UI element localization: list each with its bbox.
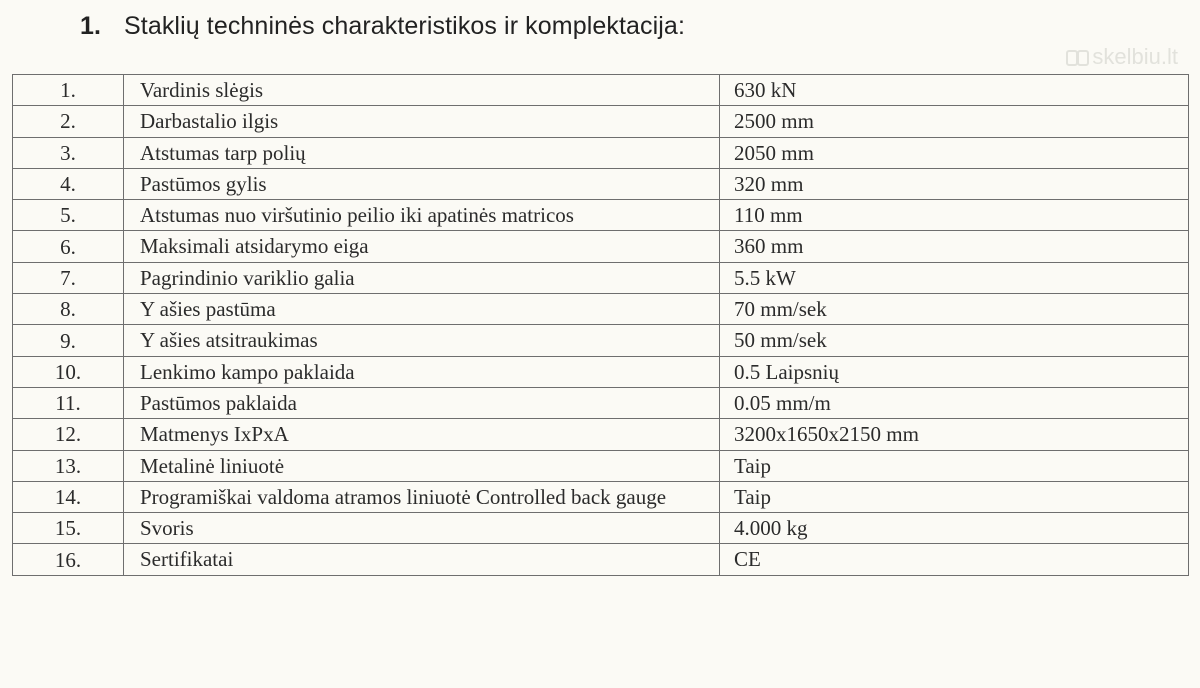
row-parameter: Programiškai valdoma atramos liniuotė Controlled back gauge <box>124 481 720 512</box>
row-value: 70 mm/sek <box>720 294 1189 325</box>
row-number: 8. <box>13 294 124 325</box>
row-number: 2. <box>13 106 124 137</box>
table-row <box>13 75 1189 106</box>
skelbiu-logo-icon <box>1066 48 1088 66</box>
table-row <box>13 419 1189 450</box>
row-parameter: Matmenys IxPxA <box>124 419 720 450</box>
table-row <box>13 356 1189 387</box>
table-row <box>13 262 1189 293</box>
row-number: 4. <box>13 168 124 199</box>
table-row <box>13 137 1189 168</box>
row-parameter: Vardinis slėgis <box>124 75 720 106</box>
row-number: 14. <box>13 481 124 512</box>
row-parameter: Metalinė liniuotė <box>124 450 720 481</box>
row-value: 2050 mm <box>720 137 1189 168</box>
row-value: 5.5 kW <box>720 262 1189 293</box>
row-number: 11. <box>13 387 124 418</box>
row-parameter: Y ašies atsitraukimas <box>124 325 720 356</box>
row-value: CE <box>720 544 1189 575</box>
spec-table <box>12 74 1189 576</box>
row-parameter: Svoris <box>124 513 720 544</box>
watermark <box>1066 44 1178 70</box>
row-value: 110 mm <box>720 200 1189 231</box>
row-number: 5. <box>13 200 124 231</box>
row-parameter: Darbastalio ilgis <box>124 106 720 137</box>
table-row <box>13 294 1189 325</box>
row-value: 360 mm <box>720 231 1189 262</box>
row-parameter: Atstumas tarp polių <box>124 137 720 168</box>
row-parameter: Pastūmos paklaida <box>124 387 720 418</box>
section-heading <box>80 12 685 41</box>
row-parameter: Sertifikatai <box>124 544 720 575</box>
row-value: 0.05 mm/m <box>720 387 1189 418</box>
row-parameter: Atstumas nuo viršutinio peilio iki apatinės matricos <box>124 200 720 231</box>
section-title: Staklių techninės charakteristikos ir komplektacija: <box>124 12 685 40</box>
row-number: 9. <box>13 325 124 356</box>
row-number: 13. <box>13 450 124 481</box>
row-parameter: Pagrindinio variklio galia <box>124 262 720 293</box>
row-number: 6. <box>13 231 124 262</box>
table-row <box>13 325 1189 356</box>
row-value: Taip <box>720 450 1189 481</box>
row-number: 15. <box>13 513 124 544</box>
row-number: 16. <box>13 544 124 575</box>
row-value: 2500 mm <box>720 106 1189 137</box>
row-number: 3. <box>13 137 124 168</box>
row-value: 0.5 Laipsnių <box>720 356 1189 387</box>
row-parameter: Pastūmos gylis <box>124 168 720 199</box>
row-value: 50 mm/sek <box>720 325 1189 356</box>
row-value: 3200x1650x2150 mm <box>720 419 1189 450</box>
table-row <box>13 513 1189 544</box>
table-row <box>13 106 1189 137</box>
table-row <box>13 544 1189 575</box>
row-number: 1. <box>13 75 124 106</box>
row-number: 7. <box>13 262 124 293</box>
table-row <box>13 168 1189 199</box>
row-number: 12. <box>13 419 124 450</box>
table-row <box>13 387 1189 418</box>
row-value: 4.000 kg <box>720 513 1189 544</box>
row-value: 630 kN <box>720 75 1189 106</box>
row-value: 320 mm <box>720 168 1189 199</box>
row-parameter: Maksimali atsidarymo eiga <box>124 231 720 262</box>
row-number: 10. <box>13 356 124 387</box>
table-row <box>13 200 1189 231</box>
table-row <box>13 481 1189 512</box>
table-row <box>13 231 1189 262</box>
row-parameter: Y ašies pastūma <box>124 294 720 325</box>
row-value: Taip <box>720 481 1189 512</box>
section-number: 1. <box>80 12 102 40</box>
table-row <box>13 450 1189 481</box>
row-parameter: Lenkimo kampo paklaida <box>124 356 720 387</box>
watermark-text: skelbiu.lt <box>1092 44 1178 69</box>
